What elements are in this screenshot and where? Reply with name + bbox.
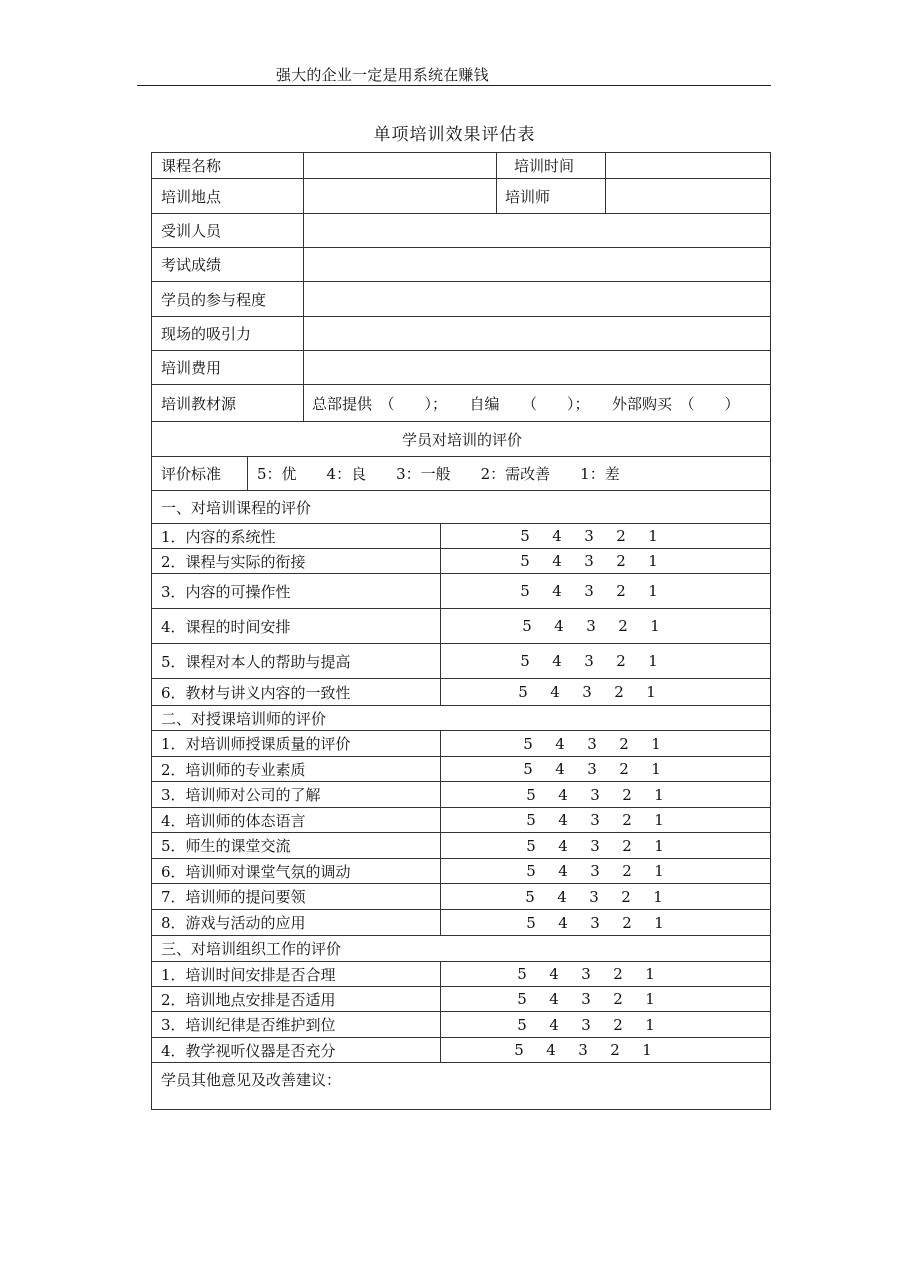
score-option-3[interactable]: 3 — [582, 683, 592, 701]
evaluation-item-label: 1．对培训师授课质量的评价 — [161, 735, 351, 753]
score-option-4[interactable]: 4 — [549, 990, 559, 1008]
section-trainer-evaluation — [152, 706, 770, 731]
evaluation-item-row — [152, 549, 770, 574]
row-participation — [152, 282, 770, 317]
score-option-4[interactable]: 4 — [552, 582, 562, 600]
score-option-2[interactable]: 2 — [616, 552, 626, 570]
score-option-4[interactable]: 4 — [558, 836, 568, 855]
score-option-5[interactable]: 5 — [523, 760, 533, 778]
score-option-5[interactable]: 5 — [526, 862, 536, 880]
label-trainer: 培训师 — [496, 179, 605, 213]
score-option-3[interactable]: 3 — [590, 913, 600, 932]
evaluation-item-row — [152, 524, 770, 549]
score-options — [440, 644, 772, 678]
label-trainees: 受训人员 — [161, 222, 222, 240]
label-training-time: 培训时间 — [496, 153, 605, 178]
score-options — [440, 910, 772, 935]
score-options — [440, 549, 772, 573]
score-option-5[interactable]: 5 — [526, 836, 536, 855]
score-option-5[interactable]: 5 — [520, 552, 530, 570]
score-options — [440, 524, 772, 548]
score-option-2[interactable]: 2 — [622, 785, 632, 804]
score-options — [440, 962, 772, 986]
score-option-1[interactable]: 1 — [646, 683, 656, 701]
score-option-2[interactable]: 2 — [614, 683, 624, 701]
score-option-3[interactable]: 3 — [587, 760, 597, 778]
evaluation-item-row — [152, 644, 770, 679]
score-option-4[interactable]: 4 — [549, 965, 559, 983]
score-option-4[interactable]: 4 — [558, 785, 568, 804]
row-training-cost — [152, 351, 770, 385]
score-option-5[interactable]: 5 — [520, 652, 530, 670]
score-option-5[interactable]: 5 — [517, 965, 527, 983]
row-training-location — [152, 179, 770, 214]
score-option-2[interactable]: 2 — [619, 734, 629, 753]
score-options — [440, 782, 772, 807]
evaluation-item-label: 7．培训师的提问要领 — [161, 888, 306, 906]
score-option-5[interactable]: 5 — [526, 913, 536, 932]
score-option-5[interactable]: 5 — [514, 1041, 524, 1059]
row-suggestions — [152, 1063, 770, 1109]
score-options — [440, 833, 772, 858]
label-training-location: 培训地点 — [161, 187, 222, 206]
evaluation-item-row — [152, 1012, 770, 1038]
score-option-2[interactable]: 2 — [616, 527, 626, 545]
row-attraction — [152, 317, 770, 351]
row-trainees — [152, 214, 770, 248]
score-option-2[interactable]: 2 — [619, 760, 629, 778]
score-option-5[interactable]: 5 — [523, 734, 533, 753]
evaluation-item-label: 1．培训时间安排是否合理 — [161, 965, 336, 984]
section-course-evaluation — [152, 491, 770, 524]
evaluation-item-row — [152, 962, 770, 987]
score-option-1[interactable]: 1 — [654, 836, 664, 855]
score-option-2[interactable]: 2 — [622, 862, 632, 880]
section-title: 三、对培训组织工作的评价 — [161, 940, 342, 958]
evaluation-item-label: 5．课程对本人的帮助与提高 — [161, 652, 351, 671]
score-option-1[interactable]: 1 — [654, 785, 664, 804]
score-options — [440, 679, 772, 705]
score-option-4[interactable]: 4 — [558, 811, 568, 829]
score-option-4[interactable]: 4 — [555, 734, 565, 753]
row-exam-scores — [152, 248, 770, 282]
score-option-4[interactable]: 4 — [555, 760, 565, 778]
evaluation-item-row — [152, 910, 770, 936]
field-exam-scores[interactable] — [303, 248, 772, 281]
field-training-time[interactable] — [605, 153, 772, 178]
evaluation-item-label: 6．教材与讲义内容的一致性 — [161, 683, 351, 702]
score-option-1[interactable]: 1 — [653, 887, 663, 906]
evaluation-item-label: 3．培训纪律是否维护到位 — [161, 1016, 336, 1034]
evaluation-item-row — [152, 782, 770, 808]
evaluation-heading: 学员对培训的评价 — [401, 430, 522, 449]
score-option-4[interactable]: 4 — [552, 552, 562, 570]
evaluation-item-row — [152, 859, 770, 884]
score-option-3[interactable]: 3 — [586, 617, 596, 635]
evaluation-item-row — [152, 808, 770, 833]
score-option-4[interactable]: 4 — [552, 527, 562, 545]
field-participation[interactable] — [303, 282, 772, 316]
score-option-4[interactable]: 4 — [550, 683, 560, 701]
score-option-1[interactable]: 1 — [651, 760, 661, 778]
row-material-source — [152, 385, 770, 422]
score-options — [440, 884, 772, 909]
section-organization-evaluation — [152, 936, 770, 962]
score-option-4[interactable]: 4 — [552, 652, 562, 670]
evaluation-item-row — [152, 609, 770, 644]
evaluation-form — [151, 152, 771, 1110]
evaluation-item-label: 2．培训地点安排是否适用 — [161, 990, 336, 1009]
label-attraction: 现场的吸引力 — [161, 325, 252, 343]
evaluation-item-label: 2．培训师的专业素质 — [161, 760, 306, 779]
score-option-3[interactable]: 3 — [584, 582, 594, 600]
score-option-2[interactable]: 2 — [610, 1041, 620, 1059]
evaluation-item-label: 4．培训师的体态语言 — [161, 811, 306, 830]
evaluation-item-row — [152, 679, 770, 706]
score-option-2[interactable]: 2 — [618, 617, 628, 635]
score-option-4[interactable]: 4 — [549, 1015, 559, 1034]
score-option-3[interactable]: 3 — [590, 836, 600, 855]
score-option-3[interactable]: 3 — [581, 1015, 591, 1034]
label-course-name: 课程名称 — [161, 157, 222, 175]
field-training-cost[interactable] — [303, 351, 772, 384]
score-option-3[interactable]: 3 — [584, 652, 594, 670]
score-options — [440, 609, 772, 643]
evaluation-item-label: 6．培训师对课堂气氛的调动 — [161, 862, 351, 881]
document-title: 单项培训效果评估表 — [373, 125, 536, 145]
score-option-2[interactable]: 2 — [613, 965, 623, 983]
section-title: 二、对授课培训师的评价 — [161, 709, 327, 728]
score-option-5[interactable]: 5 — [526, 785, 536, 804]
score-option-3[interactable]: 3 — [590, 785, 600, 804]
score-option-1[interactable]: 1 — [648, 652, 658, 670]
score-option-2[interactable]: 2 — [622, 811, 632, 829]
score-options — [440, 987, 772, 1011]
score-option-4[interactable]: 4 — [558, 862, 568, 880]
evaluation-item-label: 3．培训师对公司的了解 — [161, 786, 321, 804]
score-options — [440, 1012, 772, 1037]
score-option-3[interactable]: 3 — [578, 1041, 588, 1059]
evaluation-item-label: 1．内容的系统性 — [161, 527, 276, 546]
score-option-2[interactable]: 2 — [622, 913, 632, 932]
field-trainees[interactable] — [303, 214, 772, 247]
score-option-2[interactable]: 2 — [621, 887, 631, 906]
score-option-1[interactable]: 1 — [645, 1015, 655, 1034]
score-option-1[interactable]: 1 — [654, 862, 664, 880]
score-option-3[interactable]: 3 — [584, 527, 594, 545]
score-option-1[interactable]: 1 — [654, 913, 664, 932]
field-training-location[interactable] — [303, 179, 496, 213]
evaluation-item-label: 4．教学视听仪器是否充分 — [161, 1041, 336, 1060]
score-option-3[interactable]: 3 — [590, 811, 600, 829]
row-evaluation-heading — [152, 422, 770, 457]
label-evaluation-standard: 评价标准 — [161, 465, 222, 483]
row-evaluation-standard — [152, 457, 770, 491]
score-option-3[interactable]: 3 — [581, 990, 591, 1008]
score-option-2[interactable]: 2 — [622, 836, 632, 855]
label-exam-scores: 考试成绩 — [161, 256, 222, 274]
score-option-4[interactable]: 4 — [546, 1041, 556, 1059]
score-option-3[interactable]: 3 — [584, 552, 594, 570]
score-option-4[interactable]: 4 — [558, 913, 568, 932]
score-option-5[interactable]: 5 — [518, 683, 528, 701]
score-option-5[interactable]: 5 — [522, 617, 532, 635]
evaluation-item-row — [152, 987, 770, 1012]
score-option-5[interactable]: 5 — [520, 527, 530, 545]
score-option-2[interactable]: 2 — [613, 1015, 623, 1034]
score-option-1[interactable]: 1 — [654, 811, 664, 829]
score-option-4[interactable]: 4 — [557, 887, 567, 906]
evaluation-item-row — [152, 833, 770, 859]
score-option-5[interactable]: 5 — [517, 1015, 527, 1034]
evaluation-item-label: 4．课程的时间安排 — [161, 617, 291, 636]
score-options — [440, 574, 772, 608]
evaluation-item-row — [152, 731, 770, 757]
score-option-2[interactable]: 2 — [613, 990, 623, 1008]
evaluation-item-label: 3．内容的可操作性 — [161, 582, 291, 601]
row-course-name — [152, 153, 770, 179]
score-option-1[interactable]: 1 — [648, 552, 658, 570]
score-options — [440, 757, 772, 781]
suggestions-label[interactable]: 学员其他意见及改善建议： — [161, 1071, 342, 1089]
evaluation-item-row — [152, 884, 770, 910]
score-option-1[interactable]: 1 — [651, 734, 661, 753]
evaluation-standard-values: 5：优 4：良 3：一般 2：需改善 1：差 — [247, 457, 772, 490]
score-options — [440, 859, 772, 883]
score-option-4[interactable]: 4 — [554, 617, 564, 635]
header-divider — [137, 85, 771, 86]
score-option-5[interactable]: 5 — [526, 811, 536, 829]
score-option-2[interactable]: 2 — [616, 582, 626, 600]
field-attraction[interactable] — [303, 317, 772, 350]
score-option-1[interactable]: 1 — [645, 965, 655, 983]
evaluation-item-label: 8．游戏与活动的应用 — [161, 914, 306, 932]
label-participation: 学员的参与程度 — [161, 290, 267, 309]
score-option-3[interactable]: 3 — [590, 862, 600, 880]
score-option-2[interactable]: 2 — [616, 652, 626, 670]
score-option-3[interactable]: 3 — [587, 734, 597, 753]
label-material-source: 培训教材源 — [161, 394, 237, 413]
score-option-3[interactable]: 3 — [589, 887, 599, 906]
section-title: 一、对培训课程的评价 — [161, 498, 312, 517]
header-slogan: 强大的企业一定是用系统在赚钱 — [276, 66, 489, 84]
evaluation-item-label: 5．师生的课堂交流 — [161, 837, 291, 855]
score-option-1[interactable]: 1 — [642, 1041, 652, 1059]
evaluation-item-row — [152, 574, 770, 609]
score-option-1[interactable]: 1 — [645, 990, 655, 1008]
label-training-cost: 培训费用 — [161, 359, 222, 377]
score-option-1[interactable]: 1 — [648, 527, 658, 545]
score-options — [440, 808, 772, 832]
score-options — [440, 731, 772, 756]
score-options — [440, 1038, 772, 1062]
material-source-options[interactable]: 总部提供 （ ）； 自编 （ ）； 外部购买 （ ） — [303, 385, 772, 421]
score-option-5[interactable]: 5 — [517, 990, 527, 1008]
score-option-3[interactable]: 3 — [581, 965, 591, 983]
score-option-1[interactable]: 1 — [648, 582, 658, 600]
score-option-5[interactable]: 5 — [525, 887, 535, 906]
field-course-name[interactable] — [303, 153, 496, 178]
score-option-1[interactable]: 1 — [650, 617, 660, 635]
evaluation-item-row — [152, 1038, 770, 1063]
evaluation-item-label: 2．课程与实际的衔接 — [161, 552, 306, 571]
score-option-5[interactable]: 5 — [520, 582, 530, 600]
field-trainer[interactable] — [605, 179, 772, 213]
evaluation-item-row — [152, 757, 770, 782]
